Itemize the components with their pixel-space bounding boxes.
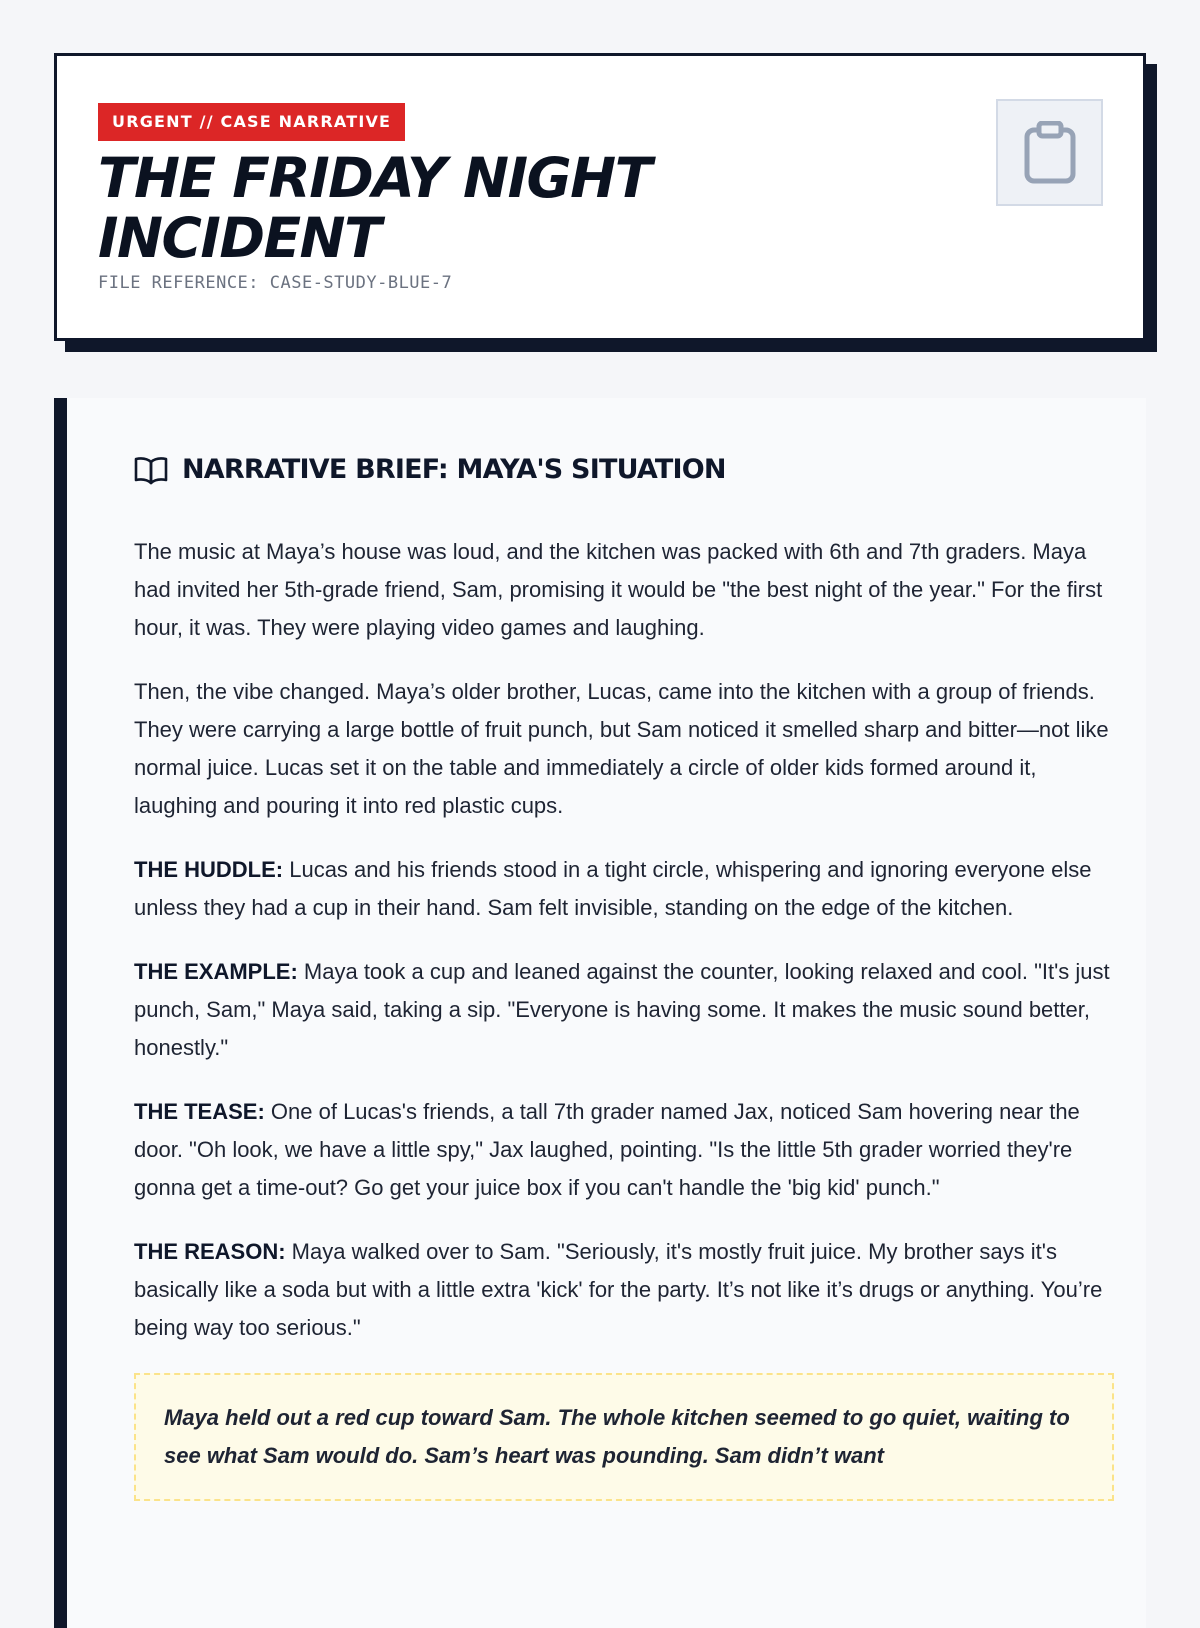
- tease-label: THE TEASE:: [134, 1099, 265, 1124]
- tease-text: One of Lucas's friends, a tall 7th grader named Jax, noticed Sam hovering near the door. "Oh look, we have a little spy," Jax laughed, pointing. "Is the little 5th grader worried they're gonna get a time-out? Go get your juice box if you can't handle the 'big kid' punch.": [134, 1099, 1080, 1200]
- reason-label: THE REASON:: [134, 1239, 286, 1264]
- case-header-card: [54, 53, 1146, 341]
- narrative-paragraph-text: Then, the vibe changed. Maya’s older brother, Lucas, came into the kitchen with a group of friends. They were carrying a large bottle of fruit punch, but Sam noticed it smelled sharp and bitter—not like normal juice. Lucas set it on the table and immediately a circle of older kids formed around it, laughing and pouring it into red plastic cups.: [134, 679, 1109, 818]
- example-text: Maya took a cup and leaned against the counter, looking relaxed and cool. "It's just punch, Sam," Maya said, taking a sip. "Everyone is having some. It makes the music sound better, honestly.": [134, 959, 1110, 1060]
- example-label: THE EXAMPLE:: [134, 959, 298, 984]
- narrative-body: [134, 533, 1114, 1501]
- clipboard-button[interactable]: [996, 99, 1103, 206]
- example-paragraph: [134, 953, 1114, 1067]
- section-heading: [134, 454, 726, 485]
- reason-paragraph: [134, 1233, 1114, 1347]
- decision-callout: Maya held out a red cup toward Sam. The whole kitchen seemed to go quiet, waiting to see what Sam would do. Sam’s heart was pounding. Sam didn’t want: [134, 1373, 1114, 1501]
- clipboard-icon: [1023, 121, 1077, 185]
- narrative-paragraph: [134, 533, 1114, 647]
- narrative-paragraph-text: The music at Maya’s house was loud, and the kitchen was packed with 6th and 7th graders. Maya had invited her 5th-grade friend, Sam, promising it would be "the best night of the year." For the first hour, it was. They were playing video games and laughing.: [134, 539, 1103, 640]
- narrative-brief-card: [54, 398, 1146, 1628]
- page-title: THE FRIDAY NIGHT INCIDENT: [98, 146, 651, 270]
- book-open-icon: [134, 455, 168, 485]
- section-title: NARRATIVE BRIEF: MAYA'S SITUATION: [182, 454, 726, 485]
- urgent-badge: URGENT // CASE NARRATIVE: [98, 103, 405, 141]
- narrative-paragraph: [134, 673, 1114, 825]
- huddle-label: THE HUDDLE:: [134, 857, 284, 882]
- huddle-text: Lucas and his friends stood in a tight circle, whispering and ignoring everyone else unless they had a cup in their hand. Sam felt invisible, standing on the edge of the kitchen.: [134, 857, 1092, 920]
- tease-paragraph: [134, 1093, 1114, 1207]
- huddle-paragraph: [134, 851, 1114, 927]
- reason-text: Maya walked over to Sam. "Seriously, it's mostly fruit juice. My brother says it's basically like a soda but with a little extra 'kick' for the party. It’s not like it’s drugs or anything. You’re being way too serious.": [134, 1239, 1103, 1340]
- file-reference: FILE REFERENCE: CASE-STUDY-BLUE-7: [98, 273, 453, 293]
